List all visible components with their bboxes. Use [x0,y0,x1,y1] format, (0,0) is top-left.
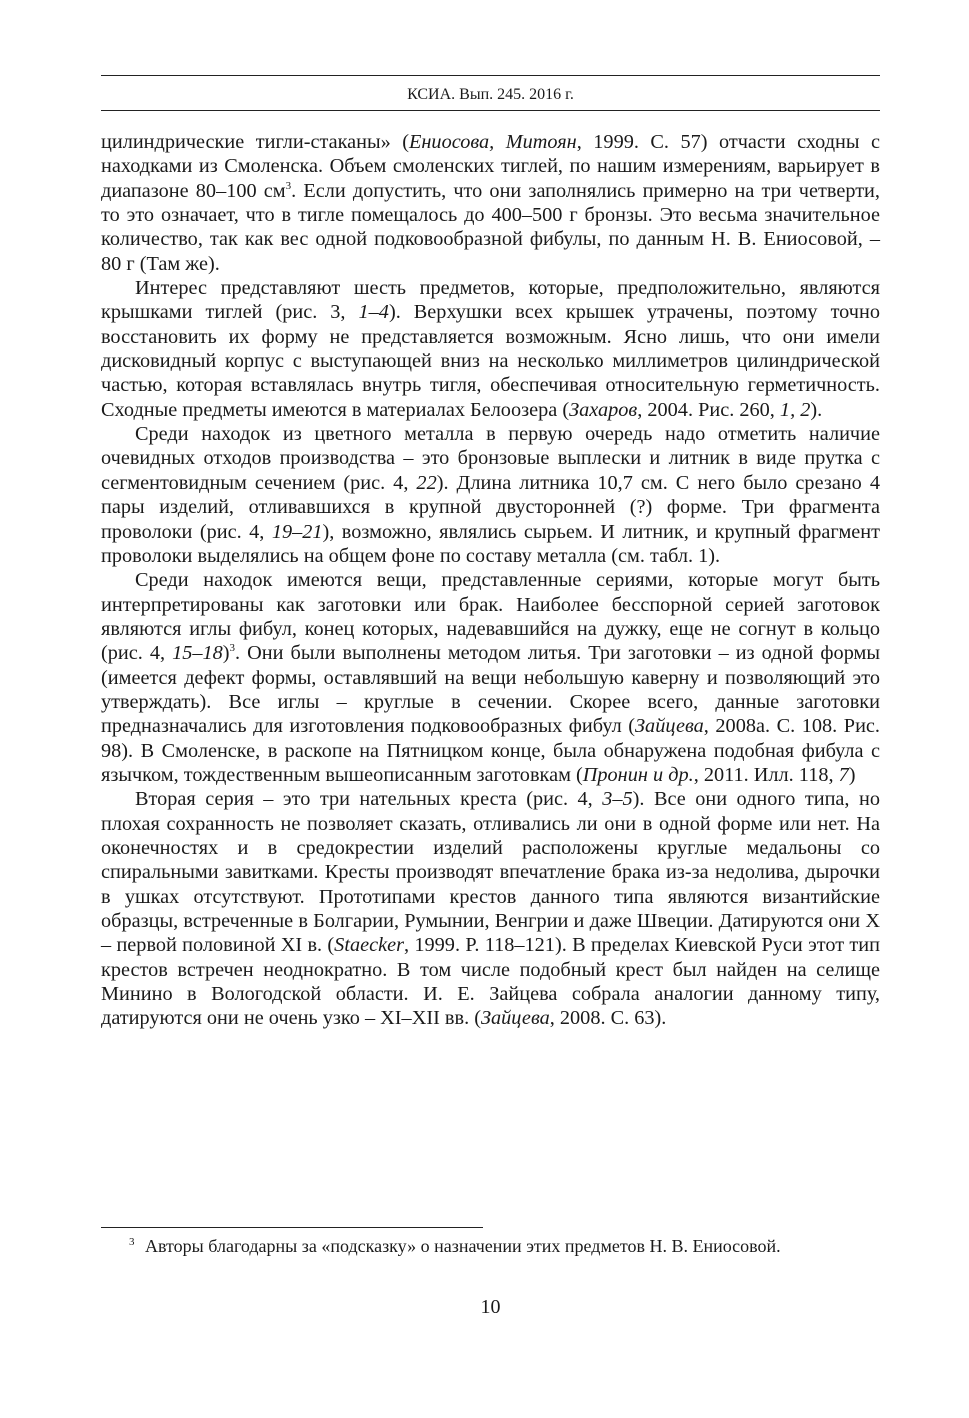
footnote-text: Авторы благодарны за «подсказку» о назначении этих предметов Н. В. Ениосовой. [145,1236,781,1256]
footnote: 3 Авторы благодарны за «подсказку» о назначении этих предметов Н. В. Ениосовой. [129,1236,781,1256]
citation-author: Staecker [334,934,404,957]
body-text [101,130,880,1031]
citation-author: Пронин и др. [582,763,694,786]
footnote-ref: 3 [229,642,236,655]
figure-ref: 1, 2 [779,398,811,421]
running-header: КСИА. Вып. 245. 2016 г. [407,86,574,103]
citation-author: Ениосова, Митоян [408,131,577,153]
citation-author: Зайцева [480,1007,550,1030]
header-rule-top [101,75,880,76]
paragraph-1: цилиндрические тигли-стаканы» (Ениосова, Митоян, 1999. С. 57) отчасти сходны с находками из Смоленска. Объем смоленских тиглей, по нашим измерениям, варьирует в диапазоне 80–100 $см^3$. Если допустить, что они заполнялись примерно на три четверти, то это означает, что в тигле помещалось до 400–500 г бронзы. Это весьма значительное количество, так как вес одной подковообразной фибулы, по данным Н. В. Ениосовой, – 80 г (Там же). [101,131,881,275]
page-number: 10 [480,1296,501,1318]
paragraph-2: Интерес представляют шесть предметов, которые, предположительно, являются крышками тиглей (рис. 3, 1–4). Верхушки всех крышек утрачены, поэтому точно восстановить их форму не представляется возможным. Ясно лишь, что они имели дисковидный корпус с выступающей вниз на несколько миллиметров цилиндрической частью, которая вставлялась внутрь тигля, обеспечивая относительную герметичность. Сходные предметы имеются в материалах Белоозера (Захаров, 2004. Рис. 260, 1, 2). [101,277,880,421]
superscript: 3 [285,179,292,192]
footnote-rule [101,1227,483,1228]
header-rule-bottom [101,110,880,111]
figure-ref: 15–18 [172,642,223,665]
paragraph-5: Вторая серия – это три нательных креста (рис. 4, 3–5). Все они одного типа, но плохая сохранность не позволяет сказать, отливались ли они в одной форме или нет. На оконечностях и в средокрестии изделий расположены круглые медальоны со спиральными завитками. Кресты производят впечатление брака из-за недолива, дырочки в ушках отсутствуют. Прототипами крестов данного типа являются византийские образцы, встреченные в Болгарии, Румынии, Венгрии и даже Швеции. Датируются они X – первой половиной XI в. (Staecker, 1999. P. 118–121). В пределах Киевской Руси этот тип крестов встречен неоднократно. В том числе подобный крест был найден на селище Минино в Вологодской области. И. Е. Зайцева собрала аналогии данному типу, датируются они не очень узко – XI–XII вв. (Зайцева, 2008. С. 63). [101,788,880,1030]
citation-author: Зайцева [635,715,704,738]
figure-ref: 22 [416,471,437,494]
citation-author: Захаров [569,398,638,421]
figure-ref: 1–4 [358,301,389,324]
paragraph-4: Среди находок имеются вещи, представленные сериями, которые могут быть интерпретированы как заготовки или брак. Наиболее бесспорной серией заготовок являются иглы фибул, конец которых, надевавшийся на дужку, еще не согнут в кольцо (рис. 4, 15–18)$^3$. Они были выполнены методом литья. Три заготовки – из одной формы (имеется дефект формы, оставлявший на вещи небольшую каверну и позволяющий это утверждать). Все иглы – круглые в сечении. Скорее всего, данные заготовки предназначались для изготовления подковообразных фибул (Зайцева, 2008а. С. 108. Рис. 98). В Смоленске, в раскопе на Пятницком конце, была обнаружена подобная фибула с язычком, тождественным вышеописанным заготовкам (Пронин и др., 2011. Илл. 118, 7) [101,569,880,786]
figure-ref: 7 [838,763,849,786]
paragraph-3: Среди находок из цветного металла в первую очередь надо отметить наличие очевидных отходов производства – это бронзовые выплески и литник в виде прутка с сегментовидным сечением (рис. 4, 22). Длина литника 10,7 см. С него было срезано 4 пары изделий, отливавшихся в крупной двусторонней (?) форме. Три фрагмента проволоки (рис. 4, 19–21), возможно, являлись сырьем. И литник, и крупный фрагмент проволоки выделялись на общем фоне по составу металла (см. табл. 1). [101,423,881,567]
figure-ref: 3–5 [602,788,633,811]
figure-ref: 19–21 [271,520,323,543]
